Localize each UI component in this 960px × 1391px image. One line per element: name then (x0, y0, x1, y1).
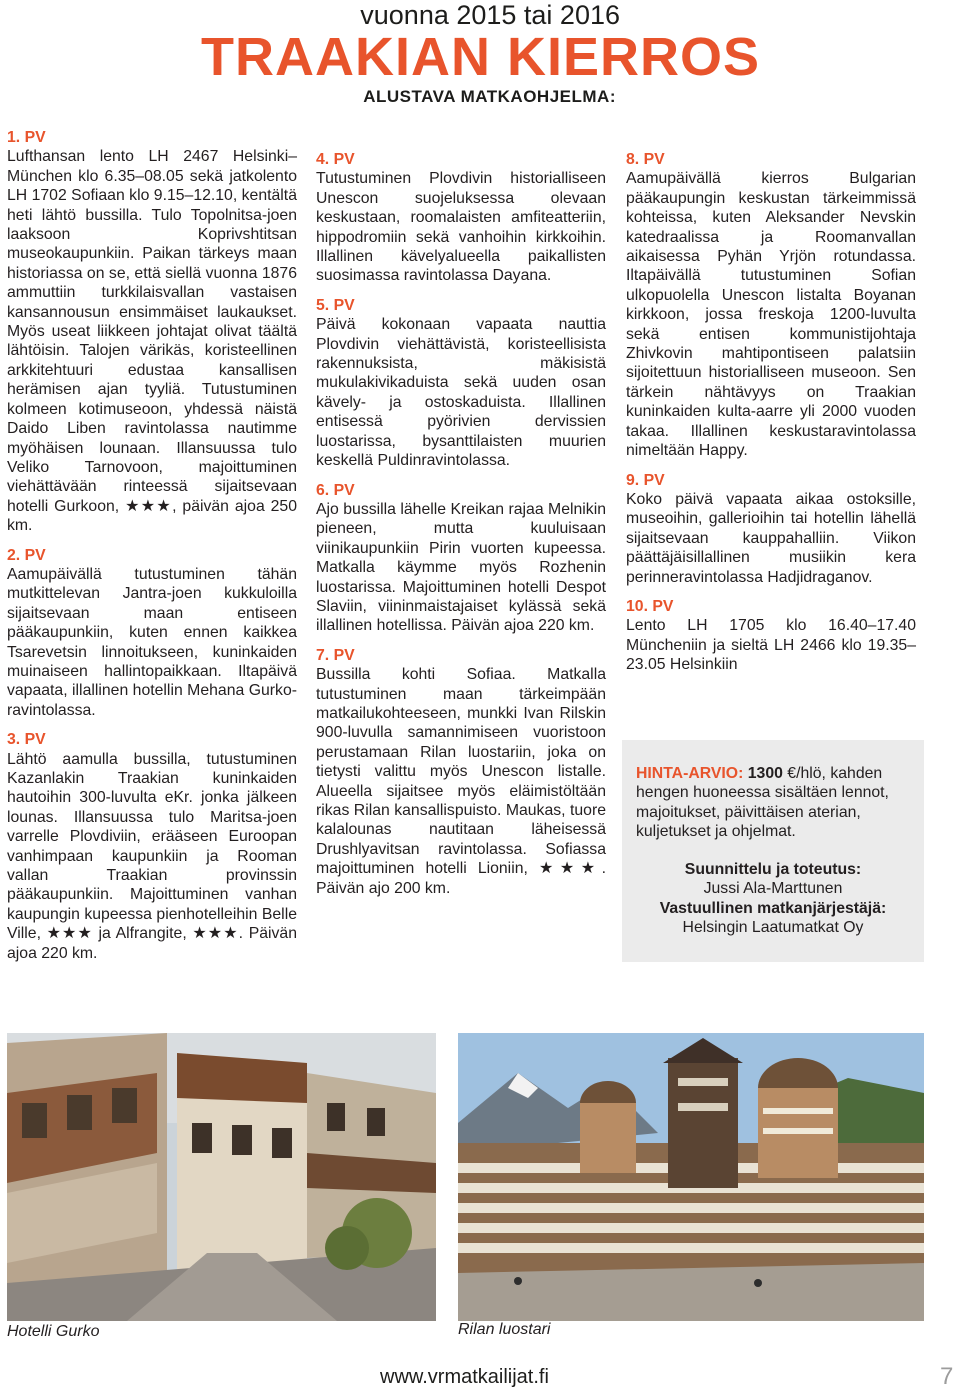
photo-hotel-gurko (7, 1033, 436, 1321)
itinerary-column-1 (7, 128, 297, 973)
day-title: 7. PV (316, 646, 355, 664)
day-text: Ajo bussilla lähelle Kreikan rajaa Melnikin pieneen, mutta kuuluisaan viinikaupunkiin Pirin vuorten kupeessa. Matkalla käymme myös Rozhenin luostarissa. Majoittuminen hotelli Despot Slaviin, viininmaistajaiset kylässä sekä illallinen hotellissa. Päivän ajoa 220 km. (316, 500, 606, 635)
photo-rila-monastery (458, 1033, 924, 1321)
day-6 (316, 481, 606, 636)
day-4 (316, 150, 606, 286)
day-text: Aamupäivällä kierros Bulgarian pääkaupungin keskustan tärkeimmissä kohteissa, kuten Aleksander Nevskin katedraalissa ja Roomanvallan aikaisessa Pyhän Yrjön rotundassa. Iltapäivällä tutustuminen Sofian ulkopuolella Unescon listalta Boyanan kirkkoon, jossa freskoja 1200-luvulta sekä entisen kommunistijohtaja Zhivkovin mahtipontiseen palatsiin sijoitettuun historialliseen museoon. Sen tärkein nähtävyys on Traakian kuninkaiden kulta-aarre yli 2000 vuoden takaa. Illallinen keskustaravintolassa nimeltään Happy. (626, 170, 916, 460)
header-year: vuonna 2015 tai 2016 (360, 0, 620, 30)
price-amount: 1300 (747, 765, 783, 782)
day-9 (626, 471, 916, 587)
day-text: Lento LH 1705 klo 16.40–17.40 Müncheniin ja sieltä LH 2466 klo 19.35–23.05 Helsinkiin (626, 617, 916, 674)
day-7 (316, 646, 606, 898)
day-text: Tutustuminen Plovdivin historialliseen Unescon suojeluksessa olevaan keskustaan, roomalaisten amfiteatteriin, hippodromiin sekä vanhoihin kirkkoihin. Illallinen kävelyalueella paikallisten suosimassa ravintolassa Dayana. (316, 170, 606, 285)
day-title: 6. PV (316, 481, 355, 499)
day-2 (7, 546, 297, 721)
page-number: 7 (940, 1363, 954, 1390)
day-1 (7, 128, 297, 536)
photo-caption-left: Hotelli Gurko (7, 1323, 100, 1340)
day-text: Lähtö aamulla bussilla, tutustuminen Kazanlakin Traakian kuninkaiden hautoihin 300-luvulta eKr. jonka jälkeen lounas. Illansuussa tulo Maritsa-joen varrelle Plovdiviin, erääseen Euroopan vanhimpaan kaupunkiin ja Rooman vallan Traakian provinssin pääkaupunkiin. Majoittuminen vanhan kaupungin kupeessa pienhotelleihin Belle Ville, ★★★ ja Alfrangite, ★★★. Päivän ajoa 220 km. (7, 750, 297, 962)
footer-url[interactable]: www.vrmatkailijat.fi (380, 1366, 549, 1388)
price-details: kahden hengen huoneessa sisältäen lennot, majoitukset, päivittäisen aterian, kuljetukset ja ohjelmat. (636, 765, 889, 841)
day-title: 5. PV (316, 296, 355, 314)
page-title: TRAAKIAN KIERROS (200, 27, 760, 87)
day-title: 10. PV (626, 597, 674, 615)
price-info (636, 764, 916, 842)
day-title: 8. PV (626, 151, 665, 168)
day-title: 1. PV (7, 129, 46, 146)
day-text: Aamupäivällä tutustuminen tähän mutkittelevan Jantra-joen kukkuloilla sijaitsevaan maan entiseen pääkaupunkiin, kuten ennen kaikkea Tsarevetsin linnoitukseen, kuninkaiden muinaiseen hallintopaikkaan. Iltapäivä vapaata, illallinen hotellin Mehana Gurko-ravintolassa. (7, 565, 297, 719)
page-subtitle: ALUSTAVA MATKAOHJELMA: (363, 87, 616, 106)
price-unit: €/hlö, (787, 765, 826, 782)
itinerary-column-3 (626, 150, 916, 685)
price-label: HINTA-ARVIO: (636, 765, 744, 782)
day-title: 3. PV (7, 731, 46, 749)
day-text: Koko päivä vapaata aikaa ostoksille, museoihin, gallerioihin tai hotellin lähellä sijaitsevaan kauppahalliin. Viikon päättäjäisillallinen musiikin kera perinneravintolassa Hadjidraganov. (626, 490, 916, 586)
price-box (622, 740, 924, 962)
day-title: 4. PV (316, 151, 355, 168)
day-text: Päivä kokonaan vapaata nauttia Plovdivin viehättävistä, koristeellisista rakennuksista, mäkisistä mukulakivikaduista sekä uuden osan kävely- ja ostoskaduista. Illallinen entisessä pyörivien dervissien luostarissa, bysanttilaisten muurien keskellä Puldinravintolassa. (316, 316, 606, 470)
day-5 (316, 296, 606, 471)
day-3 (7, 730, 297, 963)
organizer-name: Helsingin Laatumatkat Oy (682, 919, 864, 937)
day-title: 9. PV (626, 471, 665, 489)
day-title: 2. PV (7, 546, 46, 564)
planner-name: Jussi Ala-Marttunen (703, 880, 843, 898)
itinerary-column-2 (316, 150, 606, 908)
day-10 (626, 597, 916, 675)
organizer-label: Vastuullinen matkanjärjestäjä: (659, 899, 887, 917)
photo-caption-right: Rilan luostari (458, 1321, 551, 1338)
planning-label: Suunnittelu ja toteutus: (684, 861, 862, 878)
day-text: Lufthansan lento LH 2467 Helsinki–München klo 6.35–08.05 sekä jatkolento LH 1702 Sofiaan klo 9.15–12.10, kentältä heti lähtö bussilla. Tulo Topolnitsa-joen laaksoon Koprivshtitsan museokaupunkiin. Paikan tärkeys maan historiassa on se, että siellä vuonna 1876 ammuttiin turkkilaisvallan vastaisen kansannousun ensimmäiset laukaukset. Myös useat liikkeen johtajat olivat täältä lähtöisin. Talojen värikäs, koristeellinen arkkitehtuuri edustaa kansallisen herämisen ajan tyyliä. Tutustuminen kolmeen kotimuseoon, yhdessä näistä Daido Liben ravintolassa nautimme myöhäisen lounaan. Illansuussa tulo Veliko Tarnovoon, majoittuminen viehättävään rinteessä sijaitsevaan hotelli Gurkoon, ★★★, päivän ajoa 250 km. (7, 148, 297, 535)
day-8 (626, 150, 916, 461)
day-text: Bussilla kohti Sofiaa. Matkalla tutustuminen maan tärkeimpään matkailukohteeseen, munkki Ivan Rilskin 900-luvulla samannimiseen vuoristoon perustamaan Rilan luostariin, joka on tietysti valittu myös Unescon listalle. Alueella sijaitsee myös eläimistöltään rikas Rilan kansallispuisto. Maukas, tuore kalalounas nautitaan läheisessä Drushlyavitsan ravintolassa. Sofiassa majoittuminen hotelli Lioniin, ★★★. Päivän ajo 200 km. (316, 666, 606, 897)
credits (622, 860, 924, 938)
